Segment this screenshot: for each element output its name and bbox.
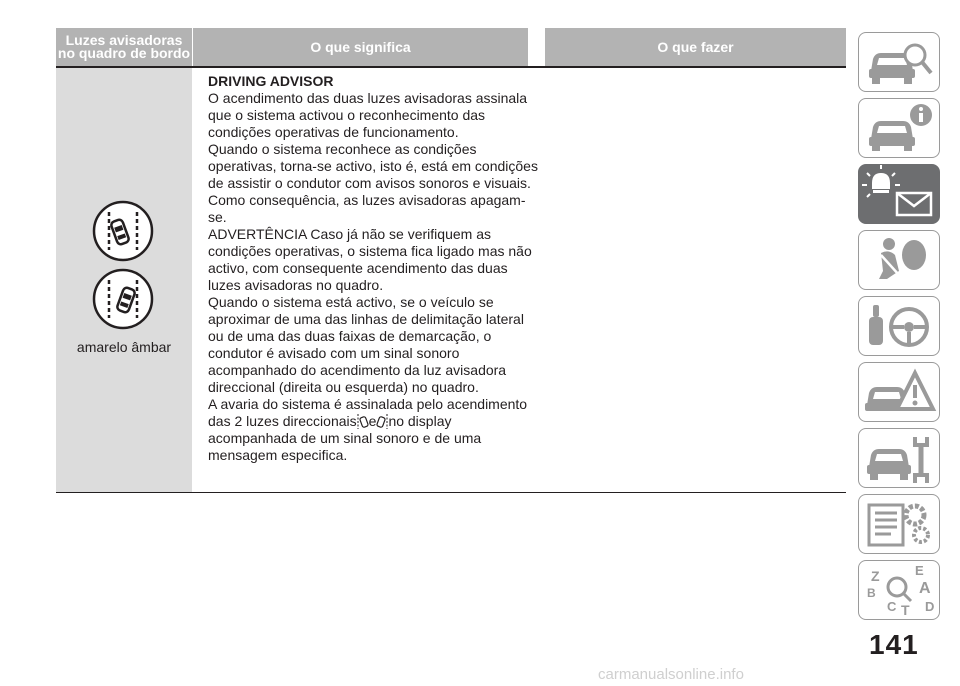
tab-emergency[interactable] (858, 362, 940, 422)
index-letter-t: T (901, 602, 910, 618)
header-warning-lights (56, 28, 192, 66)
index-letter-b: B (867, 586, 876, 600)
tab-servicing[interactable] (858, 428, 940, 488)
section-heading: DRIVING ADVISOR (208, 73, 334, 89)
car-service-wrench-icon (859, 429, 938, 486)
paragraph: O acendimento das duas luzes avisadoras assinala que o sistema activou o reconhecimento das condições operativas de funcionamento. (208, 90, 528, 140)
index-letter-d: D (925, 599, 935, 614)
right-lane-warning-inline-icon (376, 414, 388, 429)
left-lane-warning-inline-icon (357, 414, 369, 429)
tab-safety[interactable] (858, 230, 940, 290)
driving-advisor-right-warning-icon (92, 268, 154, 330)
tab-starting-driving[interactable] (858, 296, 940, 356)
driving-advisor-left-warning-icon (92, 200, 154, 262)
car-search-icon (859, 33, 938, 90)
fault-text-part1: A avaria do sistema é assinalada pelo acendimento das 2 luzes direccionais (208, 396, 528, 429)
watermark: carmanualsonline.info (598, 666, 744, 683)
paragraph: Quando o sistema está activo, se o veículo se aproximar de uma das linhas de delimitação lateral ou de uma das duas faixas de demarcação, o condutor é avisado com um sinal sonoro acompanhado do acendimento da luz avisadora direccional (direita ou esquerda) no quadro. (208, 294, 524, 395)
warning-color-label: amarelo âmbar (76, 339, 172, 355)
table-bottom-divider (56, 492, 846, 493)
tab-technical-data[interactable] (858, 494, 940, 554)
index-letter-e: E (915, 563, 924, 578)
fault-text-part2: no display acompanhada de um sinal sonoro e de uma mensagem especifica. (208, 413, 482, 463)
paragraph: ADVERTÊNCIA Caso já não se verifiquem as condições operativas, o sistema fica ligado mas não activo, com consequente acendimento das duas luzes avisadoras no quadro. (208, 226, 532, 293)
header-what-to-do: O que fazer (545, 28, 846, 66)
tab-warning-lights[interactable] (858, 164, 940, 224)
index-letter-z: Z (871, 568, 880, 584)
header-warning-lights-line2: no quadro de bordo (57, 45, 191, 61)
tab-car-info[interactable] (858, 98, 940, 158)
index-letter-a: A (919, 580, 931, 597)
warning-light-message-icon (859, 165, 938, 222)
tab-index[interactable] (858, 560, 940, 620)
page-number: 141 (869, 629, 919, 660)
technical-data-gears-icon (859, 495, 938, 552)
paragraph-fault (208, 396, 538, 464)
key-steering-wheel-icon (859, 297, 938, 354)
header-meaning: O que significa (193, 28, 528, 66)
alphabetical-index-icon (859, 561, 938, 618)
car-warning-triangle-icon (859, 363, 938, 420)
meaning-text (208, 73, 538, 464)
tab-car-search[interactable] (858, 32, 940, 92)
paragraph: Quando o sistema reconhece as condições operativas, torna-se activo, isto é, está em condições de assistir o condutor com avisos sonoros e visuais. Como consequência, as luzes avisadoras apagam-se. (208, 141, 538, 225)
car-info-icon (859, 99, 938, 156)
index-letter-c: C (887, 599, 897, 614)
fault-text-connector: e (368, 413, 377, 429)
seatbelt-airbag-icon (859, 231, 938, 288)
header-warning-lights-line1: Luzes avisadoras (65, 32, 183, 48)
